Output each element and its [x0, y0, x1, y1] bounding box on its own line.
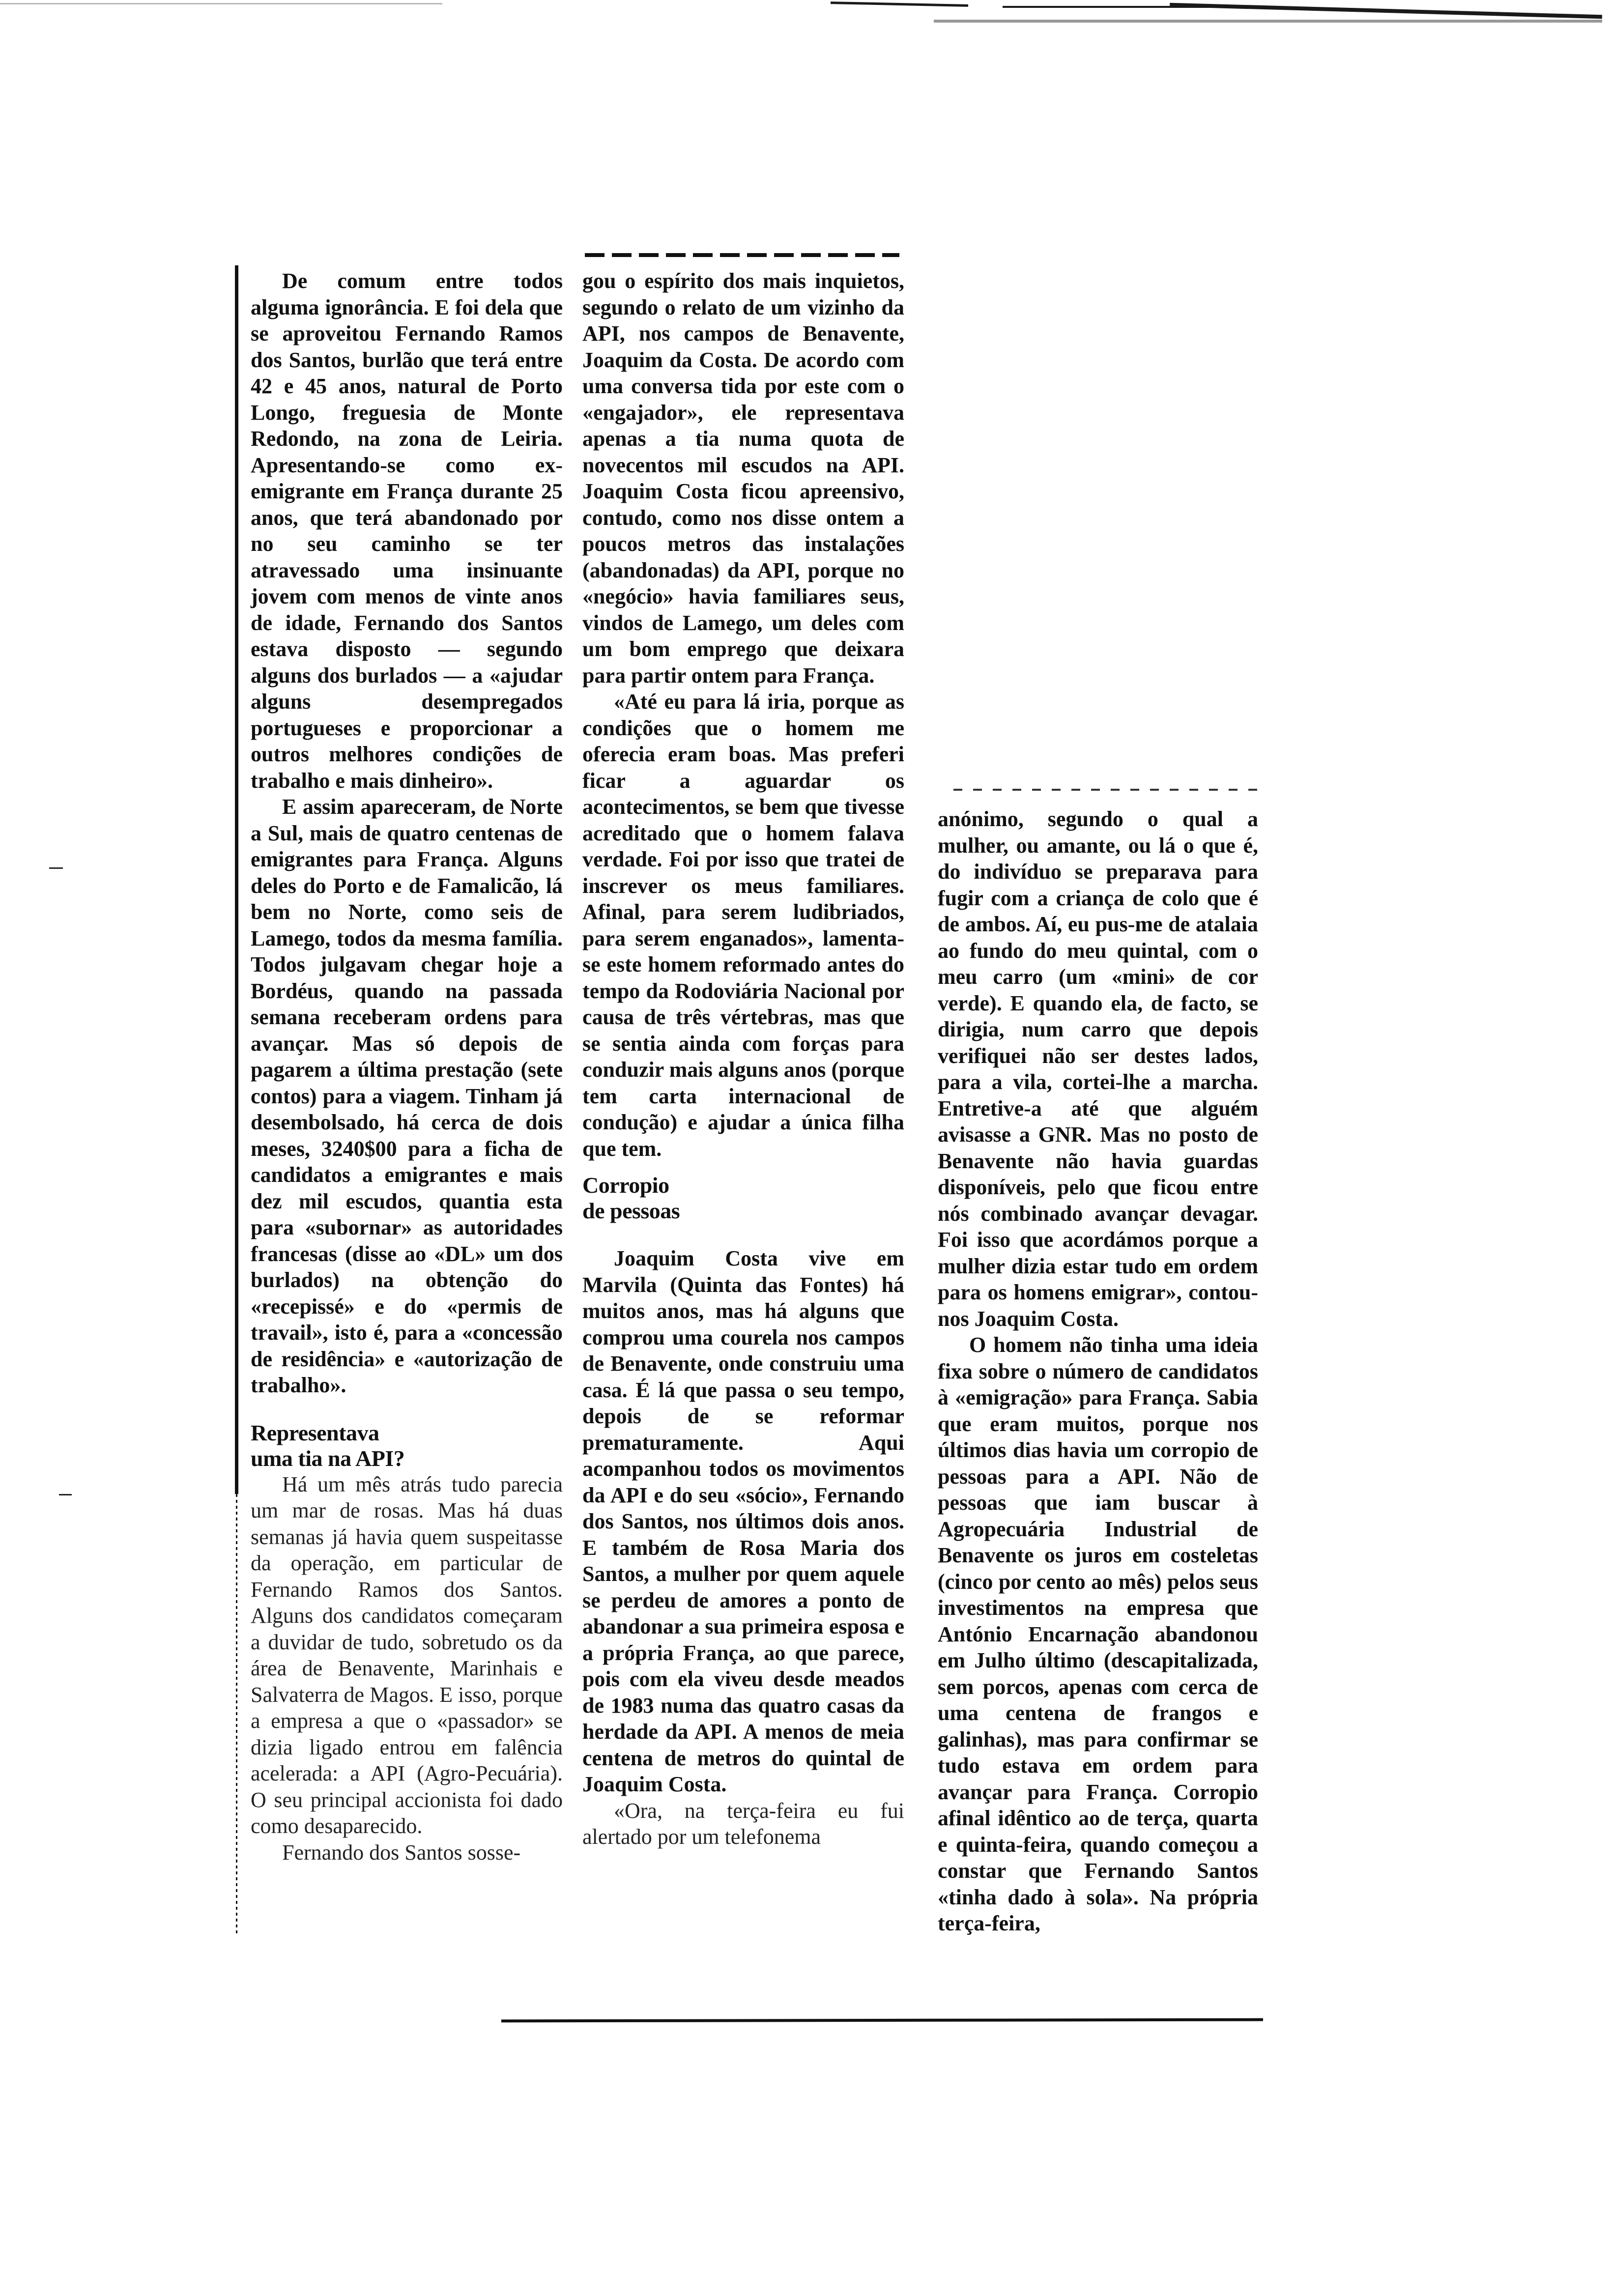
article-column-3 — [938, 806, 1258, 1937]
heading-line: Representava — [251, 1420, 379, 1445]
column-top-rule — [585, 253, 899, 257]
column-top-rule — [953, 789, 1268, 791]
paragraph: gou o espírito dos mais inquietos, segundo o relato de um vizinho da API, nos campos de Benavente, Joaquim da Costa. De acordo com uma conversa tida por este com o «engajador», ele representava apenas a tia numa quota de novecentos mil escudos na API. Joaquim Costa ficou apreensivo, contudo, como nos disse ontem a poucos metros das instalações (abandonadas) da API, porque no «negócio» havia familiares seus, vindos de Lamego, um deles com um bom emprego que deixara para partir ontem para França. — [582, 269, 904, 688]
article-column-1 — [251, 268, 563, 1866]
paragraph: De comum entre todos alguma ignorância. E foi dela que se aproveitou Fernando Ramos dos Santos, burlão que terá entre 42 e 45 anos, natural de Porto Longo, freguesia de Monte Redondo, na zona de Leiria. Apresentando-se como ex-emigrante em França durante 25 anos, que terá abandonado por no seu caminho se ter atravessado uma insinuante jovem com menos de vinte anos de idade, Fernando dos Santos estava disposto — segundo alguns dos burlados — a «ajudar alguns desempregados portugueses e proporcionar a outros melhores condições de trabalho e mais dinheiro». — [251, 269, 563, 793]
article-bottom-rule — [501, 2018, 1263, 2023]
column-rule-left — [235, 265, 238, 1494]
heading-line: de pessoas — [582, 1198, 680, 1223]
heading-line: uma tia na API? — [251, 1445, 405, 1471]
margin-mark — [59, 1494, 72, 1495]
paragraph: Joaquim Costa vive em Marvila (Quinta das Fontes) há muitos anos, mas há alguns que comprou uma courela nos campos de Benavente, onde construiu uma casa. É lá que passa o seu tempo, depois de se reformar prematuramente. Aqui acompanhou todos os movimentos da API e do seu «sócio», Fernando dos Santos, nos últimos dois anos. E também de Rosa Maria dos Santos, a mulher por quem aquele se perdeu de amores a ponto de abandonar a sua primeira esposa e a própria França, ao que parece, pois com ela viveu desde meados de 1983 numa das quatro casas da herdade da API. A menos de meia centena de metros do quintal de Joaquim Costa. — [582, 1246, 904, 1796]
section-heading — [251, 1420, 563, 1471]
scan-edge-artifact — [0, 0, 1612, 34]
paragraph: Há um mês atrás tudo parecia um mar de rosas. Mas há duas semanas já havia quem suspeitasse da operação, em particular de Fernando Ramos dos Santos. Alguns dos candidatos começaram a duvidar de tudo, sobretudo os da área de Benavente, Marinhais e Salvaterra de Magos. E isso, porque a empresa a que o «passador» se dizia ligado entrou em falência acelerada: a API (Agro-Pecuária). O seu principal accionista foi dado como desaparecido. — [251, 1472, 563, 1838]
column-rule-left-faint — [236, 1494, 237, 1936]
paragraph: anónimo, segundo o qual a mulher, ou amante, ou lá o que é, do indivíduo se preparava para fugir com a criança de colo que é de ambos. Aí, eu pus-me de atalaia ao fundo do meu quintal, com o meu carro (um «mini» de cor verde). E quando ela, de facto, se dirigia, num carro que depois verifiquei não ser destes lados, para a vila, cortei-lhe a marcha. Entretive-a até que alguém avisasse a GNR. Mas no posto de Benavente não havia guardas disponíveis, pelo que ficou entre nós combinado avançar devagar. Foi isso que acordámos porque a mulher dizia estar tudo em ordem para os homens emigrar», contou-nos Joaquim Costa. — [938, 807, 1258, 1331]
paragraph: «Até eu para lá iria, porque as condições que o homem me oferecia eram boas. Mas preferi ficar a aguardar os acontecimentos, se bem que tivesse acreditado que o homem falava verdade. Foi por isso que tratei de inscrever os meus familiares. Afinal, para serem ludibriados, para serem enganados», lamenta-se este homem reformado antes do tempo da Rodoviária Nacional por causa de três vértebras, mas que se sentia ainda com forças para conduzir mais alguns anos (porque tem carta internacional de condução) e ajudar a única filha que tem. — [582, 689, 904, 1161]
heading-line: Corropio — [582, 1173, 669, 1198]
section-heading — [582, 1173, 904, 1224]
paragraph: «Ora, na terça-feira eu fui alertado por um telefonema — [582, 1798, 904, 1849]
margin-mark — [49, 867, 63, 869]
paragraph: Fernando dos Santos sosse- — [282, 1840, 521, 1865]
paragraph: E assim apareceram, de Norte a Sul, mais de quatro centenas de emigrantes para França. Alguns deles do Porto e de Famalicão, lá bem no Norte, como seis de Lamego, todos da mesma família. Todos julgavam chegar hoje a Bordéus, quando na passada semana receberam ordens para avançar. Mas só depois de pagarem a última prestação (sete contos) para a viagem. Tinham já desembolsado, há cerca de dois meses, 3240$00 para a ficha de candidatos a emigrantes e mais dez mil escudos, quantia esta para «subornar» as autoridades francesas (disse ao «DL» um dos burlados) na obtenção do «recepissé» e do «permis de travail», isto é, para a «concessão de residência» e «autorização de trabalho». — [251, 795, 563, 1397]
paragraph: O homem não tinha uma ideia fixa sobre o número de candidatos à «emigração» para França. Sabia que eram muitos, porque nos últimos dias havia um corropio de pessoas para a API. Não de pessoas que iam buscar à Agropecuária Industrial de Benavente os juros em costeletas (cinco por cento ao mês) pelos seus investimentos na empresa que António Encarnação abandonou em Julho último (descapitalizada, sem porcos, apenas com cerca de uma centena de frangos e galinhas), mas para confirmar se tudo estava em ordem para avançar para França. Corropio afinal idêntico ao de terça, quarta e quinta-feira, quando começou a constar que Fernando Santos «tinha dado à sola». Na própria terça-feira, — [938, 1333, 1258, 1935]
article-column-2 — [582, 268, 904, 1850]
